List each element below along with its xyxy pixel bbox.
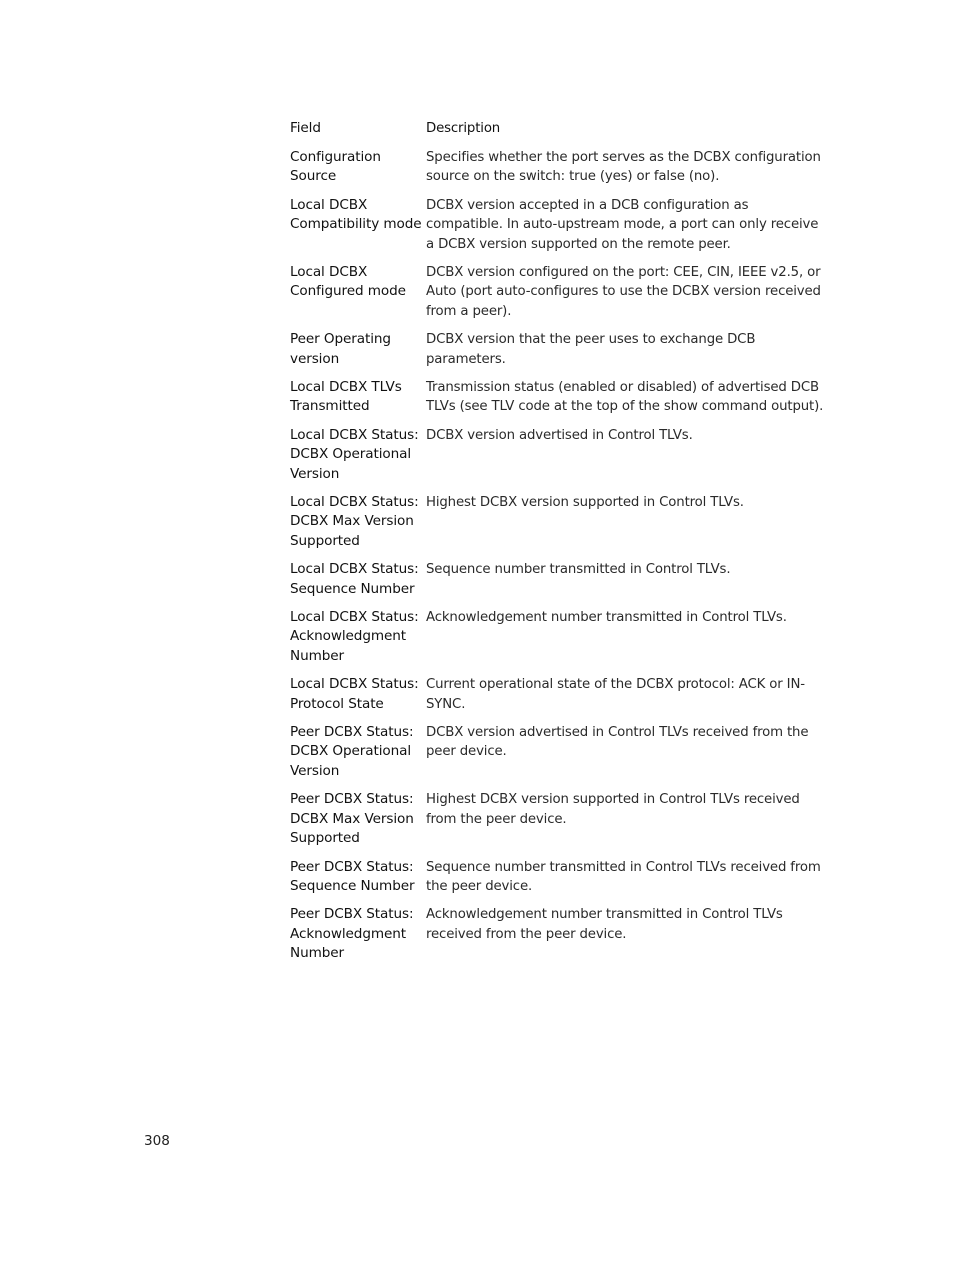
table-header-row <box>290 119 830 138</box>
field-description: Current operational state of the DCBX protocol: ACK or IN-SYNC. <box>426 677 805 712</box>
field-description: Sequence number transmitted in Control TLVs. <box>426 562 731 578</box>
field-description: Highest DCBX version supported in Control TLVs received from the peer device. <box>426 792 800 827</box>
table-row <box>290 858 830 896</box>
table-row <box>290 263 830 321</box>
table-row <box>290 148 830 186</box>
field-name: Configuration Source <box>290 149 381 185</box>
field-description: Highest DCBX version supported in Control TLVs. <box>426 495 744 511</box>
field-description: DCBX version advertised in Control TLVs. <box>426 428 693 444</box>
field-name: Peer DCBX Status: Acknowledgment Number <box>290 906 414 961</box>
table-row <box>290 560 830 598</box>
table-row <box>290 608 830 666</box>
field-name: Local DCBX Status: Protocol State <box>290 676 419 712</box>
field-description: DCBX version configured on the port: CEE, CIN, IEEE v2.5, or Auto (port auto-configures to use the DCBX version received from a peer). <box>426 265 821 319</box>
field-name: Local DCBX Configured mode <box>290 264 406 300</box>
field-name: Peer DCBX Status: DCBX Max Version Supported <box>290 791 414 846</box>
table-row <box>290 675 830 713</box>
table-row <box>290 426 830 484</box>
field-description-table <box>290 119 830 973</box>
field-name: Local DCBX TLVs Transmitted <box>290 379 402 415</box>
field-name: Local DCBX Status: Sequence Number <box>290 561 419 597</box>
table-row <box>290 723 830 781</box>
field-description: Acknowledgement number transmitted in Control TLVs received from the peer device. <box>426 907 783 942</box>
field-name: Peer DCBX Status: Sequence Number <box>290 858 415 894</box>
table-row <box>290 330 830 368</box>
field-name: Local DCBX Compatibility mode <box>290 197 422 233</box>
column-header-field: Field <box>290 120 321 136</box>
field-description: Transmission status (enabled or disabled) of advertised DCB TLVs (see TLV code at the top of the show command output). <box>426 380 824 415</box>
table-row <box>290 905 830 963</box>
field-name: Peer DCBX Status: DCBX Operational Version <box>290 724 414 779</box>
field-description: DCBX version advertised in Control TLVs received from the peer device. <box>426 725 809 760</box>
column-header-description: Description <box>426 121 501 136</box>
field-name: Peer Operating version <box>290 331 391 367</box>
page-number: 308 <box>144 1133 170 1149</box>
table-row <box>290 378 830 416</box>
table-row <box>290 790 830 848</box>
field-description: DCBX version that the peer uses to exchange DCB parameters. <box>426 332 756 367</box>
field-description: Sequence number transmitted in Control TLVs received from the peer device. <box>426 859 821 894</box>
field-description: Acknowledgement number transmitted in Control TLVs. <box>426 610 787 626</box>
field-name: Local DCBX Status: Acknowledgment Number <box>290 609 419 664</box>
field-description: Specifies whether the port serves as the DCBX configuration source on the switch: true (yes) or false (no). <box>426 150 821 185</box>
table-row <box>290 196 830 254</box>
field-description: DCBX version accepted in a DCB configuration as compatible. In auto-upstream mode, a port can only receive a DCBX version supported on the remote peer. <box>426 198 819 252</box>
table-row <box>290 493 830 551</box>
field-name: Local DCBX Status: DCBX Operational Version <box>290 427 419 482</box>
field-name: Local DCBX Status: DCBX Max Version Supported <box>290 494 419 549</box>
